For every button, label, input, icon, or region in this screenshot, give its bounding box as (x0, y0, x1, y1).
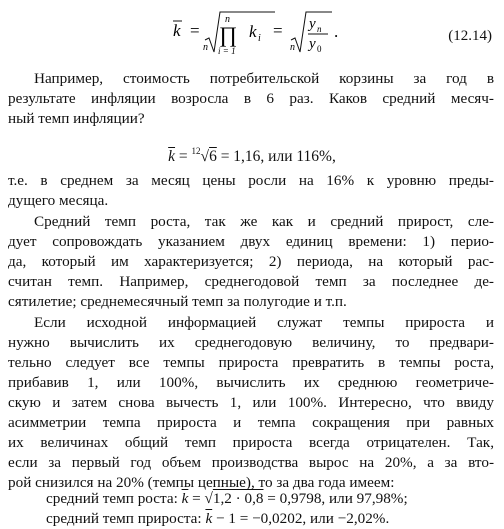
formula1-radical-sign: √ (204, 490, 213, 507)
monthly-rate-equation (0, 141, 504, 167)
mid-eq-equals: = (175, 148, 192, 165)
text-line: сятилетие; среднемесячный темп за полугодие и т.п. (8, 293, 347, 310)
text-line: прибавив 1, или 100%, вычислить их среднюю геометриче- (8, 374, 494, 391)
text-line: нужно вычислить их среднегодовую величину, то предвари- (8, 334, 494, 351)
text-line: да, который им характеризуется; 2) периода, на который рас- (8, 253, 494, 270)
eq-root-index-2: n (290, 42, 295, 53)
text-line: результате инфляции возросла в 6 раз. Каков средний месяч- (8, 90, 494, 107)
eq-prod-term-sub: i (258, 33, 261, 44)
eq-frac-num-sub: n (317, 24, 322, 34)
formula1-label: средний темп роста: (46, 490, 182, 507)
formula-average-growth (46, 489, 408, 509)
eq-prod-symbol: ∏ (219, 22, 238, 47)
equation-number: (12.14) (448, 28, 492, 44)
text-line: скую и затем снова вычесть 1, или 100%. Интересно, что ввиду (8, 394, 494, 411)
text-line: т.е. в среднем за месяц цены росли на 16% к уровню преды- (8, 172, 494, 189)
paragraph-time-units (8, 212, 494, 312)
eq-radical-1 (205, 12, 275, 52)
formula2-lhs: $\overline{k}$ (205, 510, 213, 527)
equation-svg (0, 6, 504, 58)
eq-root-index-1: n (203, 42, 208, 53)
eq-equals-2: = (273, 21, 283, 40)
text-line: их величинах общий темп прироста всегда отрицателен. Так, (8, 434, 494, 451)
text-line: Средний темп роста, так же как и средний прирост, сле- (34, 213, 494, 230)
formula-average-increment (46, 509, 389, 529)
mid-eq-radical-sign: √ (200, 148, 210, 165)
eq-prod-upper: n (225, 14, 230, 25)
eq-frac-den: y (309, 36, 316, 52)
eq-equals-1: = (190, 21, 200, 40)
paragraph-interpretation (8, 171, 494, 211)
text-line: Если исходной информацией служат темпы прироста и (34, 314, 494, 331)
text-line: асимметрии темпа прироста и темпа сокращения при равных (8, 414, 494, 431)
eq-prod-lower: i = 1 (218, 46, 236, 56)
mid-eq-lhs: $\overline{k}$ (168, 148, 176, 165)
text-line: ный темп инфляции? (8, 110, 145, 127)
formula1-eq: = (188, 490, 205, 507)
geometric-mean-equation (0, 6, 504, 58)
mid-eq-radicand: 6 (209, 148, 217, 165)
mid-eq-rest: = 1,16, или 116%, (216, 148, 336, 165)
eq-prod-term: k (249, 22, 257, 41)
formula1-rest: = 0,9798, или 97,98%; (263, 490, 408, 507)
text-line: Например, стоимость потребительской корзины за год в (34, 70, 494, 87)
eq-tail: . (334, 22, 339, 41)
formula2-label: средний темп прироста: (46, 510, 206, 527)
formula1-lhs: $\overline{k}$ (181, 490, 189, 507)
eq-lhs: k (173, 21, 181, 40)
text-line: если за первый год объем производства вырос на 20%, а за вто- (8, 454, 494, 471)
text-line: дущего месяца. (8, 192, 109, 209)
formula1-radicand: 1,2 · 0,8 (212, 490, 264, 507)
mid-eq-root-index: 12 (191, 146, 201, 156)
text-line: дует сопровождать указанием двух единиц времени: 1) перио- (8, 233, 494, 250)
paragraph-growth-rates (8, 313, 494, 493)
text-line: считан темп. Например, среднегодовой темп за последнее де- (8, 273, 494, 290)
paragraph-example-inflation (8, 69, 494, 129)
text-line: рой снизился на 20% (темпы цепные), то за два года имеем: (8, 474, 395, 491)
eq-frac-num: y (309, 16, 316, 32)
eq-frac-den-sub: 0 (317, 44, 322, 54)
text-line: тельно следует все темпы прироста превратить в темпы роста, (8, 354, 494, 371)
formula2-rest: − 1 = −0,0202, или −2,02%. (212, 510, 390, 527)
